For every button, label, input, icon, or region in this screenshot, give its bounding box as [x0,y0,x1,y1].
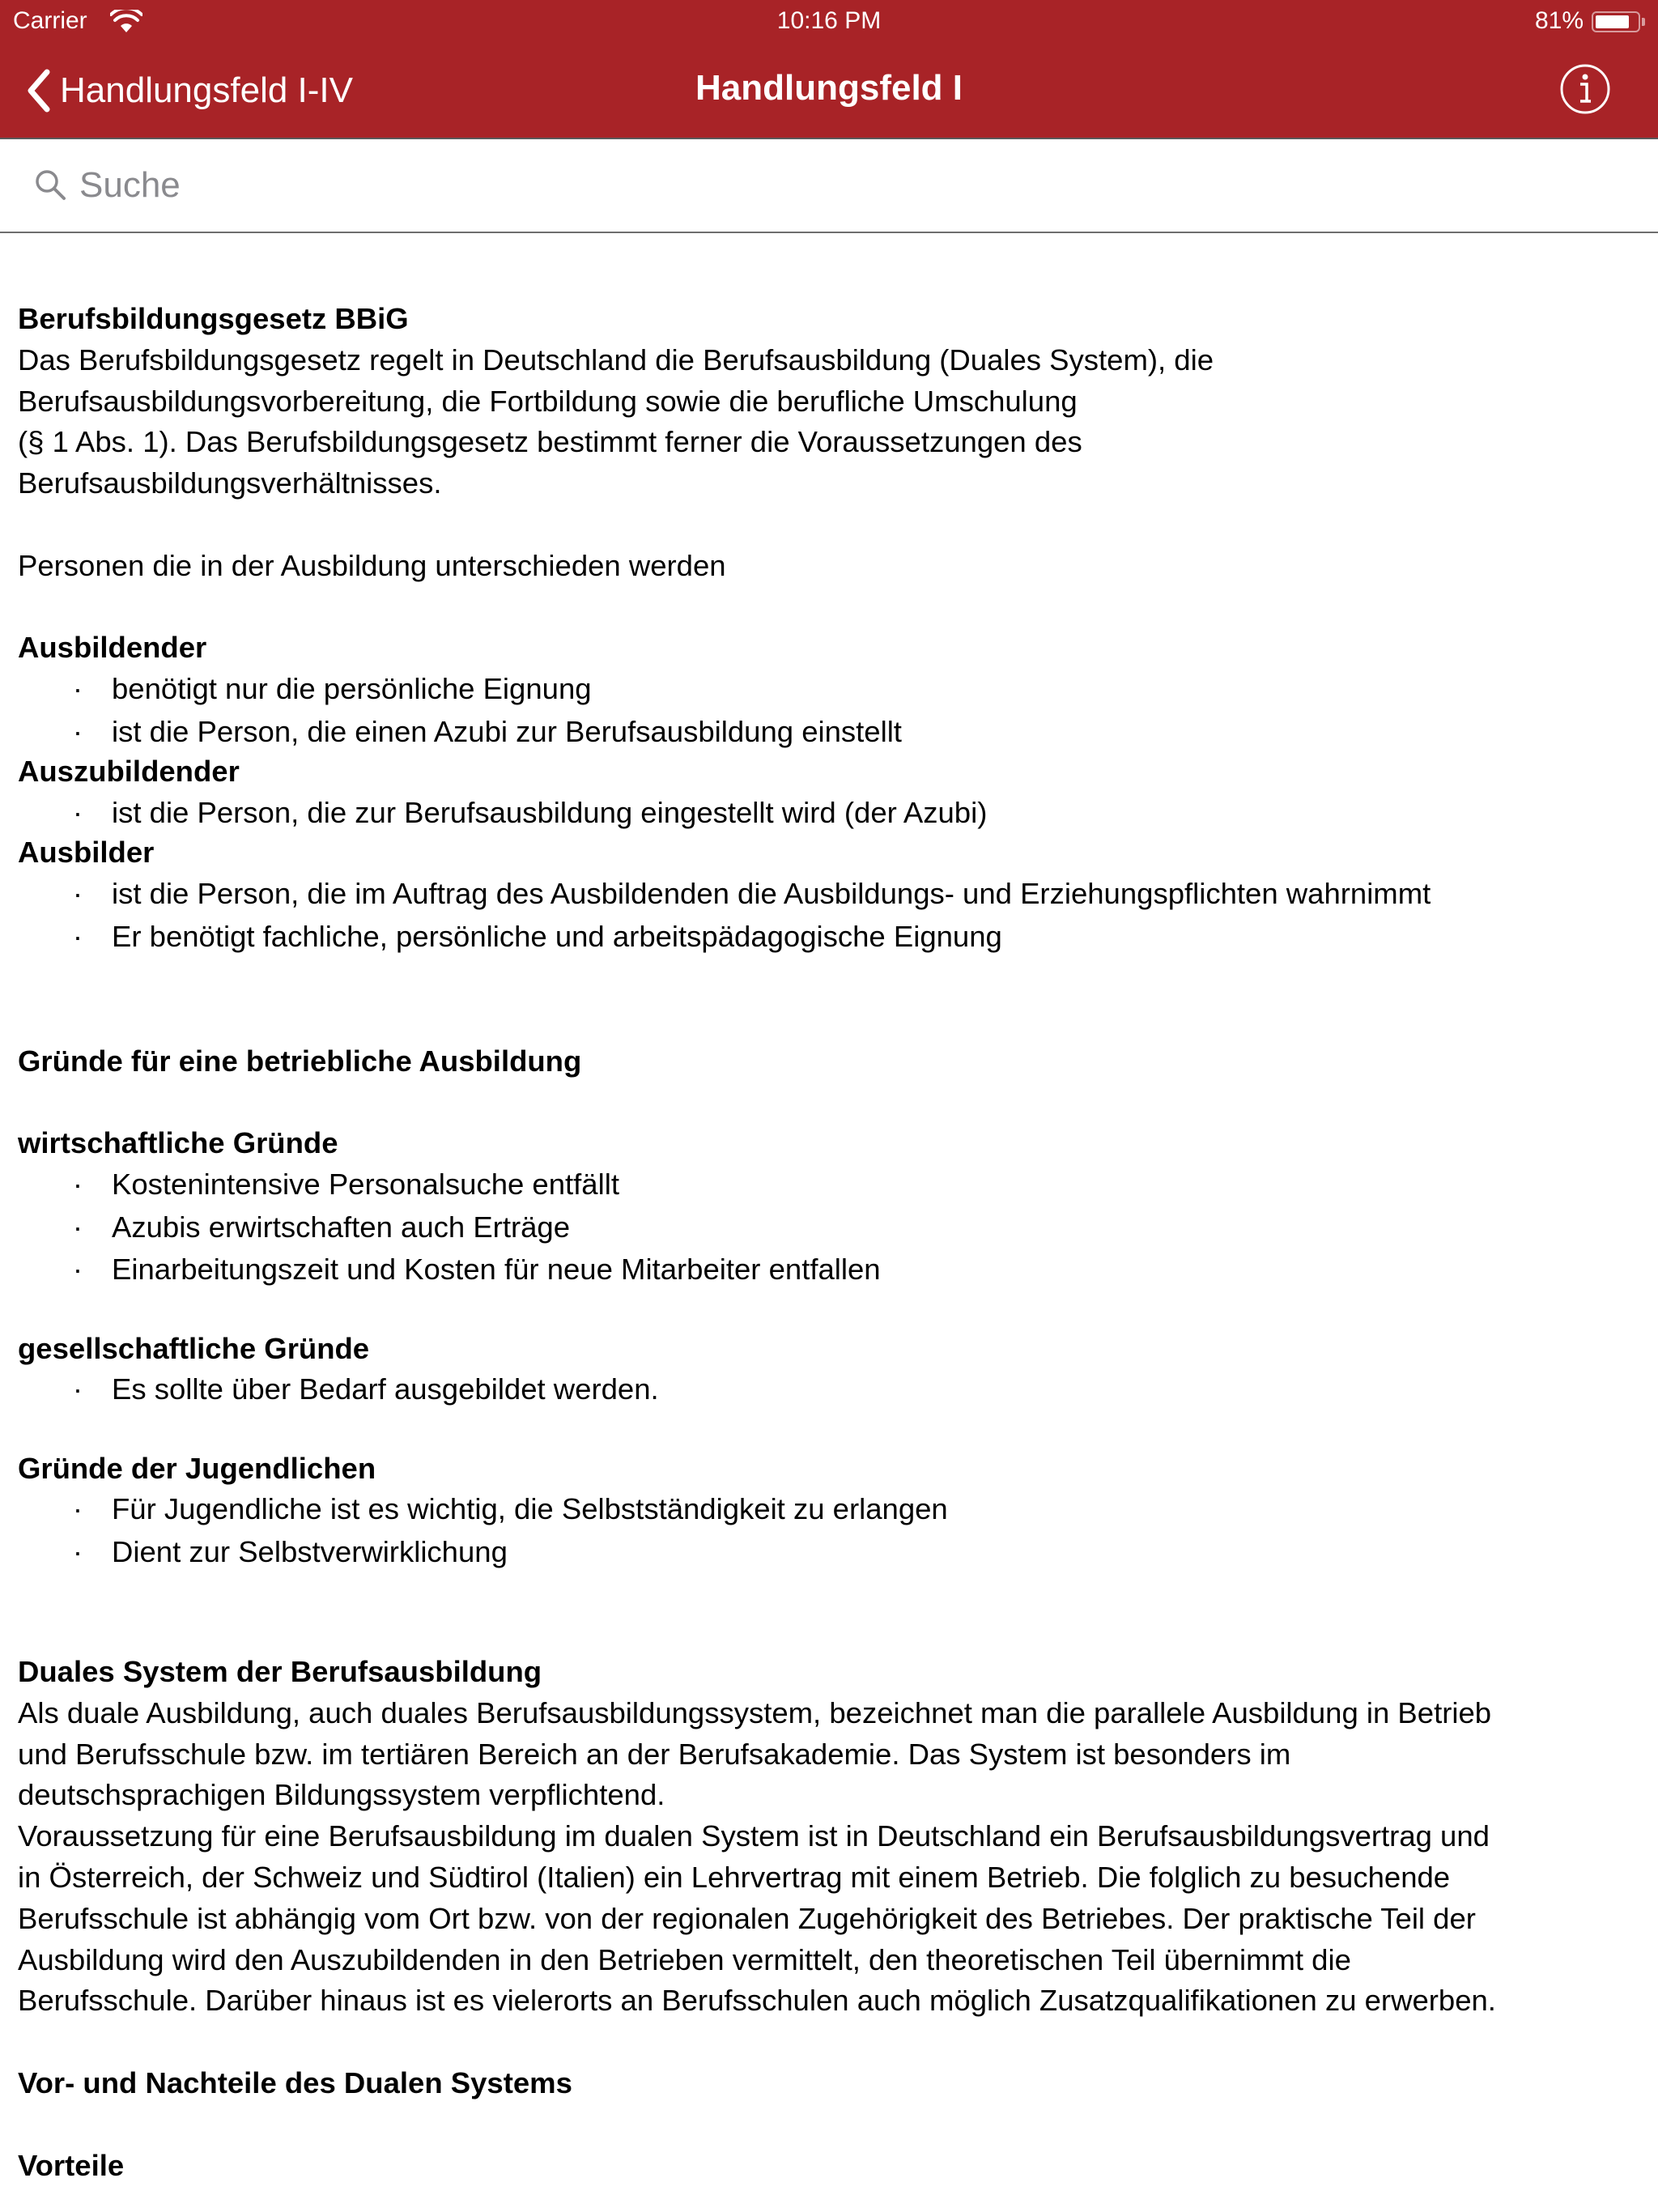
list-item-text: ist die Person, die im Auftrag des Ausbildenden die Ausbildungs- und Erziehungspflichten wahrnimmt [112,877,1431,911]
paragraph [18,340,1645,504]
list-item-text: Azubis erwirtschaften auch Erträge [112,1210,571,1244]
paragraph-line: Als duale Ausbildung, auch duales Berufsausbildungssystem, bezeichnet man die parallele Ausbildung in Betrieb [18,1695,1492,1729]
paragraph-line: Berufsausbildungsvorbereitung, die Fortbildung sowie die berufliche Umschulung [18,384,1078,418]
section-heading: Gründe für eine betriebliche Ausbildung [18,1044,582,1078]
page-title: Handlungsfeld I [695,68,963,108]
bullet-icon: · [72,919,83,953]
list-item [18,1207,1645,1250]
subheading: Gründe der Jugendlichen [18,1451,376,1485]
subheading: Auszubildender [18,755,240,789]
bullet-icon: · [72,714,83,748]
list-item [18,1532,1645,1575]
paragraph-line: und Berufsschule bzw. im tertiären Bereich an der Berufsakademie. Das System ist besonders im [18,1737,1291,1771]
document-content [18,299,1645,2186]
list-item-text: benötigt nur die persönliche Eignung [112,672,592,706]
list-item-text: Dient zur Selbstverwirklichung [112,1534,508,1568]
list-item-text: Kostenintensive Personalsuche entfällt [112,1168,619,1202]
list-item [18,1369,1645,1412]
list-item [18,712,1645,755]
list-item-text: Er benötigt fachliche, persönliche und arbeitspädagogische Eignung [112,919,1002,953]
battery-tip [1642,18,1645,26]
carrier-label: Carrier [13,7,87,34]
list-item-text: ist die Person, die einen Azubi zur Berufsausbildung einstellt [112,714,902,748]
search-icon [34,168,66,201]
list-item-text: ist die Person, die zur Berufsausbildung eingestellt wird (der Azubi) [112,795,988,829]
info-circle-icon[interactable] [1559,63,1611,115]
paragraph-line: Berufsschule ist abhängig vom Ort bzw. von der regionalen Zugehörigkeit des Betriebes. Der praktische Teil der [18,1901,1476,1935]
section-heading: Duales System der Berufsausbildung [18,1655,542,1689]
search-input[interactable] [79,157,1618,214]
paragraph-line: in Österreich, der Schweiz und Südtirol (Italien) ein Lehrvertrag mit einem Betrieb. Die folglich zu besuchende [18,1861,1451,1895]
clock: 10:16 PM [776,7,882,34]
bullet-icon: · [72,672,83,706]
paragraph-line: Berufsschule. Darüber hinaus ist es vielerorts an Berufsschulen auch möglich Zusatzqualifikationen zu erwerben. [18,1984,1496,2018]
list-item-text: Einarbeitungszeit und Kosten für neue Mitarbeiter entfallen [112,1253,881,1287]
battery-icon [1592,11,1640,32]
subheading: Vorteile [18,2148,125,2182]
list-item [18,793,1645,836]
list-item [18,874,1645,917]
battery-percent: 81% [1534,7,1584,34]
list-item-text: Es sollte über Bedarf ausgebildet werden. [112,1372,659,1406]
list-item-text: Für Jugendliche ist es wichtig, die Selbstständigkeit zu erlangen [112,1492,948,1526]
paragraph-line: (§ 1 Abs. 1). Das Berufsbildungsgesetz bestimmt ferner die Voraussetzungen des [18,425,1082,459]
bullet-icon: · [72,1372,83,1406]
paragraph-line: deutschsprachigen Bildungssystem verpflichtend. [18,1778,665,1812]
bullet-icon: · [72,1210,83,1244]
list-item [18,1489,1645,1532]
subheading: Ausbilder [18,836,155,870]
subheading: wirtschaftliche Gründe [18,1126,338,1160]
subheading: Ausbildender [18,631,207,665]
nav-bar [0,44,1658,138]
bullet-icon: · [72,1253,83,1287]
paragraph-line: Voraussetzung für eine Berufsausbildung im dualen System ist in Deutschland ein Berufsausbildungsvertrag und [18,1819,1490,1853]
navigation-header [0,0,1658,139]
list-item [18,669,1645,712]
bullet-icon: · [72,795,83,829]
paragraph-line: Berufsausbildungsverhältnisses. [18,466,442,500]
bullet-icon: · [72,877,83,911]
paragraph-line: Das Berufsbildungsgesetz regelt in Deutschland die Berufsausbildung (Duales System), die [18,342,1214,376]
section-heading: Vor- und Nachteile des Dualen Systems [18,2066,572,2099]
bullet-icon: · [72,1168,83,1202]
section-heading: Berufsbildungsgesetz BBiG [18,302,409,335]
back-button-label: Handlungsfeld I-IV [60,70,353,110]
paragraph [18,1693,1645,2022]
list-item [18,1249,1645,1292]
battery-fill [1596,15,1629,28]
search-bar [0,139,1658,233]
list-item [18,1164,1645,1207]
bullet-icon: · [72,1492,83,1526]
paragraph: Personen die in der Ausbildung unterschieden werden [18,548,726,582]
subheading: gesellschaftliche Gründe [18,1331,370,1365]
paragraph-line: Ausbildung wird den Auszubildenden in den Betrieben vermittelt, den theoretischen Teil übernimmt die [18,1942,1351,1976]
status-bar [0,0,1658,44]
list-item [18,917,1645,959]
bullet-icon: · [72,1534,83,1568]
